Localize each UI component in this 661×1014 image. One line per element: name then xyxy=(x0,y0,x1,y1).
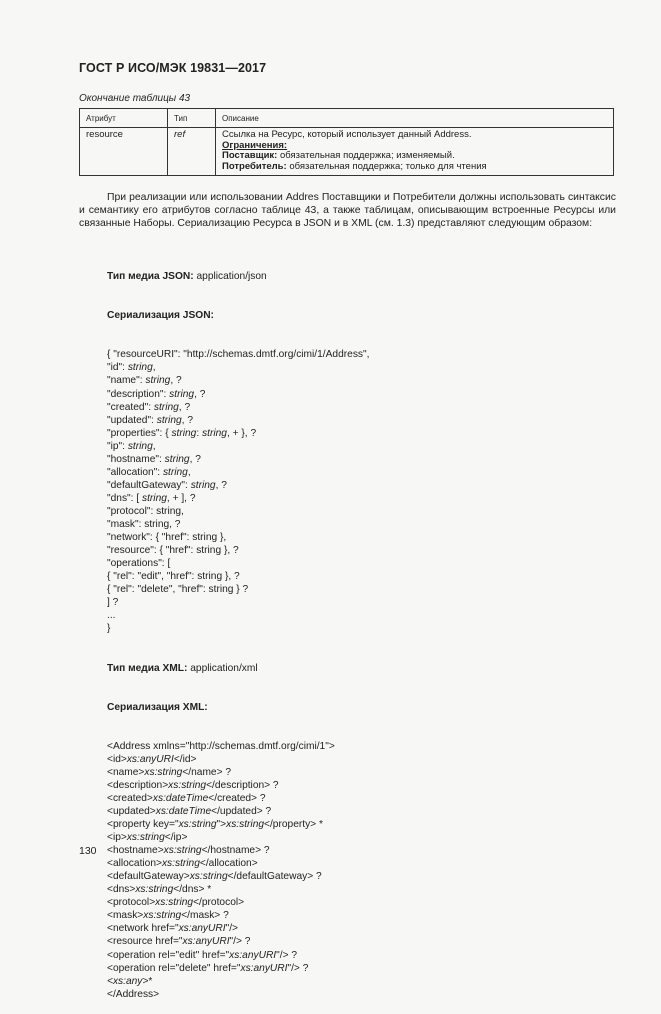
json-code-token: { "rel": "delete", "href": string } ? xyxy=(107,584,249,596)
xml-code-line xyxy=(107,818,369,831)
provider-text: обязательная поддержка; изменяемый. xyxy=(277,150,455,162)
xml-code-token: </Address> xyxy=(107,988,160,1000)
xml-type-token: xs:string xyxy=(163,845,202,857)
xml-code-line xyxy=(107,805,369,818)
json-media-value: application/json xyxy=(193,271,267,283)
xml-code-token: </updated> ? xyxy=(211,806,272,818)
consumer-text: обязательная поддержка; только для чтения xyxy=(286,160,487,172)
xml-code-token: "/> ? xyxy=(276,949,298,961)
xml-type-token: xs:string xyxy=(168,779,207,791)
xml-media-type xyxy=(107,662,369,675)
xml-code-line xyxy=(107,779,369,792)
xml-code-token: <defaultGateway> xyxy=(107,871,190,883)
column-header-attribute: Атрибут xyxy=(80,109,168,128)
json-code-token: , ? xyxy=(189,453,201,465)
xml-type-token: xs:string xyxy=(178,819,217,831)
xml-code-token: </id> xyxy=(173,753,197,765)
json-code-line xyxy=(107,583,369,596)
description-text: Ссылка на Ресурс, который использует данный Address. xyxy=(222,129,472,140)
xml-code-token: <updated> xyxy=(107,806,156,818)
json-code-line xyxy=(107,466,369,479)
xml-code-lines xyxy=(107,740,369,1001)
xml-code-token: <operation rel="delete" href=" xyxy=(107,962,241,974)
xml-code-token: </mask> ? xyxy=(181,910,229,922)
table-row xyxy=(80,128,614,176)
json-code-token: ... xyxy=(107,610,116,622)
json-code-token: } xyxy=(107,623,111,635)
table-caption: Окончание таблицы 43 xyxy=(79,93,191,104)
xml-type-token: xs:string xyxy=(144,766,183,778)
json-type-token: string xyxy=(171,427,197,439)
json-code-token: "updated": xyxy=(107,414,157,426)
json-code-token: "description": xyxy=(107,388,170,400)
json-code-token: { "resourceURI": "http://schemas.dmtf.org/cimi/1/Address", xyxy=(107,349,370,361)
json-code-lines xyxy=(107,348,369,635)
xml-code-line xyxy=(107,753,369,766)
xml-type-token: xs:anyURI xyxy=(229,949,277,961)
json-code-line xyxy=(107,557,369,570)
xml-code-line xyxy=(107,922,369,935)
xml-media-label: Тип медиа XML: xyxy=(107,662,188,674)
xml-code-token: </hostname> ? xyxy=(201,845,270,857)
cell-attribute: resource xyxy=(80,128,168,176)
json-code-line xyxy=(107,609,369,622)
json-type-token: string xyxy=(141,492,167,504)
json-code-line xyxy=(107,348,369,361)
xml-code-token: </created> ? xyxy=(208,792,266,804)
xml-code-token: "/> ? xyxy=(287,962,309,974)
json-type-token: string xyxy=(145,375,171,387)
xml-code-token: <name> xyxy=(107,766,145,778)
xml-code-token: </description> ? xyxy=(206,779,279,791)
json-code-token: , ? xyxy=(178,401,191,413)
json-code-token: "name": xyxy=(107,375,146,387)
xml-code-token: </protocol> xyxy=(193,897,245,909)
xml-code-token: <dns> xyxy=(107,884,136,896)
cell-description xyxy=(216,128,614,176)
xml-code-line xyxy=(107,949,369,962)
xml-code-line xyxy=(107,844,369,857)
xml-code-line xyxy=(107,831,369,844)
xml-code-token: <resource href=" xyxy=(107,936,183,948)
constraints-label: Ограничения: xyxy=(222,139,288,151)
xml-code-token: </allocation> xyxy=(199,858,258,870)
json-code-line xyxy=(107,544,369,557)
json-code-line xyxy=(107,440,369,453)
xml-code-token: </ip> xyxy=(164,832,188,844)
xml-code-token: </defaultGateway> ? xyxy=(227,871,322,883)
json-type-token: string xyxy=(127,440,153,452)
json-code-line xyxy=(107,505,369,518)
json-code-token: , xyxy=(187,466,191,478)
xml-code-line xyxy=(107,857,369,870)
json-code-token: "resource": { "href": string }, ? xyxy=(107,545,239,557)
json-type-token: string xyxy=(162,466,188,478)
provider-label: Поставщик: xyxy=(222,150,278,162)
xml-code-token: * xyxy=(148,975,153,987)
json-code-token: "allocation": xyxy=(107,466,163,478)
json-code-line xyxy=(107,361,369,374)
xml-type-token: xs:dateTime xyxy=(155,806,212,818)
json-code-token: ] ? xyxy=(107,597,119,609)
body-paragraph: При реализации или использовании Addres Поставщики и Потребители должны использовать синтаксис и семантику его атрибутов согласно таблице 43, а также таблицам, описывающим встроенные Ресурсы или связанные Наборы. Сериализацию Ресурса в JSON и в XML (см. 1.3) представляют следующим образом: xyxy=(79,192,616,230)
json-code-line xyxy=(107,596,369,609)
json-code-token: , ? xyxy=(215,479,227,491)
json-code-token: "network": { "href": string }, xyxy=(107,532,227,544)
json-code-line xyxy=(107,401,369,414)
xml-code-token: <Address xmlns="http://schemas.dmtf.org/cimi/1"> xyxy=(107,740,335,752)
json-code-token: , xyxy=(152,440,156,452)
json-code-token: , ? xyxy=(170,375,182,387)
xml-code-token: "> xyxy=(216,819,227,831)
xml-type-token: <xs:any> xyxy=(107,975,149,987)
column-header-description: Описание xyxy=(216,109,614,128)
xml-code-token: <property key=" xyxy=(107,819,179,831)
json-type-token: string xyxy=(202,427,227,439)
json-code-token: "created": xyxy=(107,401,154,413)
xml-code-line xyxy=(107,896,369,909)
xml-type-token: xs:string xyxy=(189,871,228,883)
xml-code-line xyxy=(107,766,369,779)
xml-serialization-label: Сериализация XML: xyxy=(107,701,208,713)
consumer-constraint xyxy=(222,162,607,173)
json-code-token: , + ], ? xyxy=(166,492,196,504)
xml-code-token: <allocation> xyxy=(107,858,162,870)
json-code-token: "protocol": string, xyxy=(107,505,184,517)
json-code-line xyxy=(107,479,369,492)
xml-type-token: xs:string xyxy=(143,910,182,922)
xml-code-token: </name> ? xyxy=(182,766,232,778)
xml-code-token: </dns> * xyxy=(173,884,212,896)
json-type-token: string xyxy=(153,401,179,413)
json-code-line xyxy=(107,427,369,440)
json-code-line xyxy=(107,622,369,635)
xml-type-token: xs:dateTime xyxy=(152,792,209,804)
xml-code-token: <network href=" xyxy=(107,923,179,935)
json-code-line xyxy=(107,388,369,401)
json-code-line xyxy=(107,531,369,544)
attributes-table xyxy=(79,108,614,176)
xml-media-value: application/xml xyxy=(187,662,258,674)
json-code-line xyxy=(107,453,369,466)
json-code-token: "dns": [ xyxy=(107,492,142,504)
json-code-line xyxy=(107,492,369,505)
xml-type-token: xs:string xyxy=(126,832,165,844)
xml-code-line xyxy=(107,909,369,922)
json-code-line xyxy=(107,414,369,427)
xml-type-token: xs:anyURI xyxy=(178,923,226,935)
json-code-token: , ? xyxy=(181,414,193,426)
xml-code-token: <operation rel="edit" href=" xyxy=(107,949,230,961)
json-media-label: Тип медиа JSON: xyxy=(107,271,194,283)
table-header-row xyxy=(80,109,614,128)
document-header: ГОСТ Р ИСО/МЭК 19831—2017 xyxy=(79,61,267,75)
json-code-token: , + }, ? xyxy=(226,427,257,439)
xml-type-token: xs:string xyxy=(135,884,174,896)
xml-code-line xyxy=(107,935,369,948)
json-type-token: string xyxy=(164,453,190,465)
json-code-token: : xyxy=(196,427,203,439)
serialization-block xyxy=(107,244,369,1014)
xml-type-token: xs:anyURI xyxy=(182,936,230,948)
xml-code-token: <ip> xyxy=(107,832,127,844)
xml-code-token: <protocol> xyxy=(107,897,156,909)
xml-type-token: xs:string xyxy=(226,819,265,831)
json-type-token: string xyxy=(156,414,182,426)
json-code-line xyxy=(107,518,369,531)
json-code-token: { "rel": "edit", "href": string }, ? xyxy=(107,571,240,583)
json-code-token: "mask": string, ? xyxy=(107,518,181,530)
cell-type: ref xyxy=(168,128,216,176)
column-header-type: Тип xyxy=(168,109,216,128)
json-code-token: , xyxy=(152,362,156,374)
json-media-type xyxy=(107,270,369,283)
json-serialization-label: Сериализация JSON: xyxy=(107,310,214,322)
json-code-token: "hostname": xyxy=(107,453,165,465)
json-code-token: "ip": xyxy=(107,440,128,452)
xml-code-line xyxy=(107,962,369,975)
xml-type-token: xs:string xyxy=(161,858,200,870)
xml-type-token: xs:anyURI xyxy=(126,753,174,765)
xml-code-token: "/> xyxy=(225,923,238,935)
xml-code-line xyxy=(107,883,369,896)
xml-code-token: </property> * xyxy=(264,819,323,831)
json-code-token: "properties": { xyxy=(107,427,172,439)
xml-code-line xyxy=(107,740,369,753)
json-type-token: string xyxy=(169,388,195,400)
json-code-token: "defaultGateway": xyxy=(107,479,191,491)
xml-code-token: <created> xyxy=(107,792,153,804)
xml-code-line xyxy=(107,988,369,1001)
json-type-token: string xyxy=(190,479,216,491)
xml-type-token: xs:anyURI xyxy=(240,962,288,974)
xml-code-token: "/> ? xyxy=(229,936,251,948)
xml-code-line xyxy=(107,792,369,805)
xml-code-line xyxy=(107,975,369,988)
json-code-line xyxy=(107,374,369,387)
xml-code-token: <id> xyxy=(107,753,127,765)
json-type-token: string xyxy=(127,362,153,374)
consumer-label: Потребитель: xyxy=(222,160,287,172)
json-code-token: "id": xyxy=(107,362,128,374)
xml-code-token: <description> xyxy=(107,779,169,791)
page-number: 130 xyxy=(79,845,97,857)
xml-code-token: <hostname> xyxy=(107,845,164,857)
json-code-token: , ? xyxy=(194,388,206,400)
json-code-line xyxy=(107,570,369,583)
xml-code-token: <mask> xyxy=(107,910,144,922)
xml-code-line xyxy=(107,870,369,883)
xml-type-token: xs:string xyxy=(155,897,194,909)
json-code-token: "operations": [ xyxy=(107,558,171,570)
